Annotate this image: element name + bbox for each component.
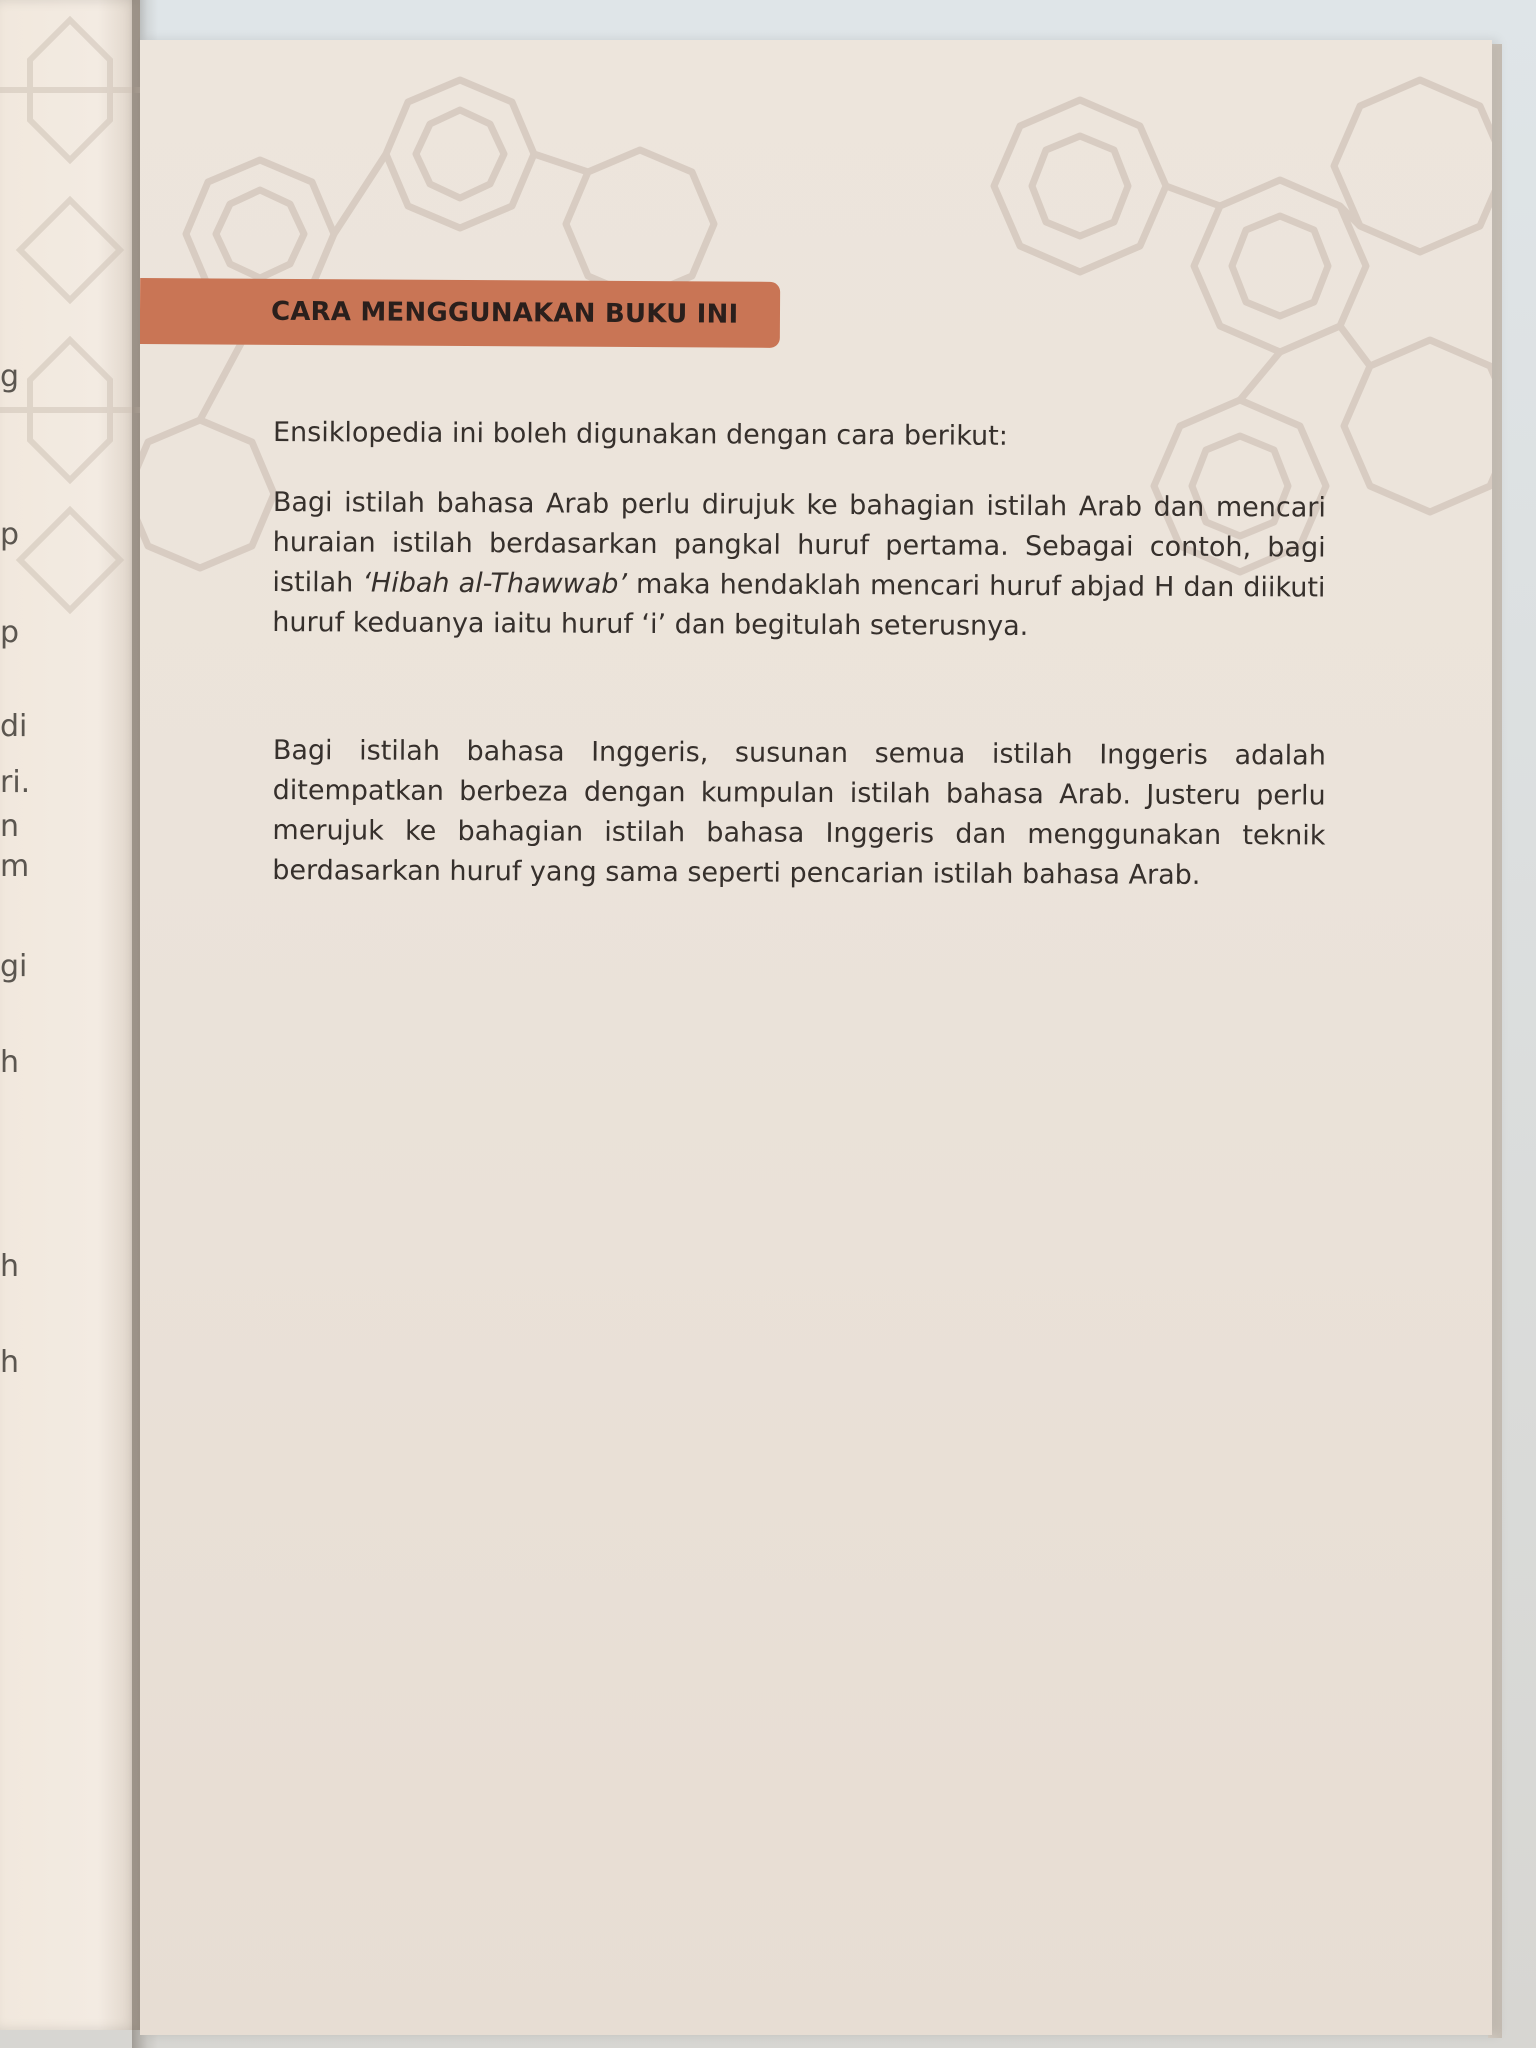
book-page	[140, 40, 1492, 2035]
left-page-fragment: n	[0, 809, 20, 844]
left-page-fragment: p	[0, 615, 20, 650]
faint-watermark	[555, 960, 1185, 1284]
left-page-fragment: ri.	[0, 765, 31, 800]
left-page-fragment: m	[0, 849, 30, 884]
paragraph-text: Bagi istilah bahasa Arab perlu dirujuk ke bahagian istilah Arab dan mencari huraian istilah berdasarkan pangkal huruf pertama. Sebagai contoh, bagi istilah	[272, 486, 1326, 599]
left-page-fragment: p	[0, 517, 20, 552]
left-page-fragment: gi	[0, 949, 28, 984]
example-term: ‘Hibah al-Thawwab’	[362, 567, 628, 600]
left-page-fragment: h	[0, 1045, 20, 1080]
paragraph-english-terms	[272, 731, 1326, 897]
left-page-fragment: g	[0, 359, 20, 394]
left-page-fragment: di	[0, 709, 28, 744]
section-heading: CARA MENGGUNAKAN BUKU INI	[270, 296, 739, 330]
left-page-fragment: h	[0, 1249, 20, 1284]
left-page-pattern-icon	[0, 0, 140, 620]
section-heading-band	[140, 278, 780, 348]
paragraph-arabic-terms	[272, 483, 1326, 649]
paragraph-text: maka hendaklah mencari huruf abjad H dan diikuti huruf keduanya iaitu huruf ‘i’ dan begitulah seterusnya.	[272, 568, 1326, 642]
left-page-fragment: h	[0, 1345, 20, 1380]
left-page	[0, 0, 140, 2030]
intro-text: Ensiklopedia ini boleh digunakan dengan cara berikut:	[272, 417, 1008, 452]
paragraph-text: Bagi istilah bahasa Inggeris, susunan semua istilah Inggeris adalah ditempatkan berbeza dengan kumpulan istilah bahasa Arab. Justeru perlu merujuk ke bahagian istilah bahasa Inggeris dan menggunakan teknik berdasarkan huruf yang sama seperti pencarian istilah bahasa Arab.	[272, 734, 1326, 891]
